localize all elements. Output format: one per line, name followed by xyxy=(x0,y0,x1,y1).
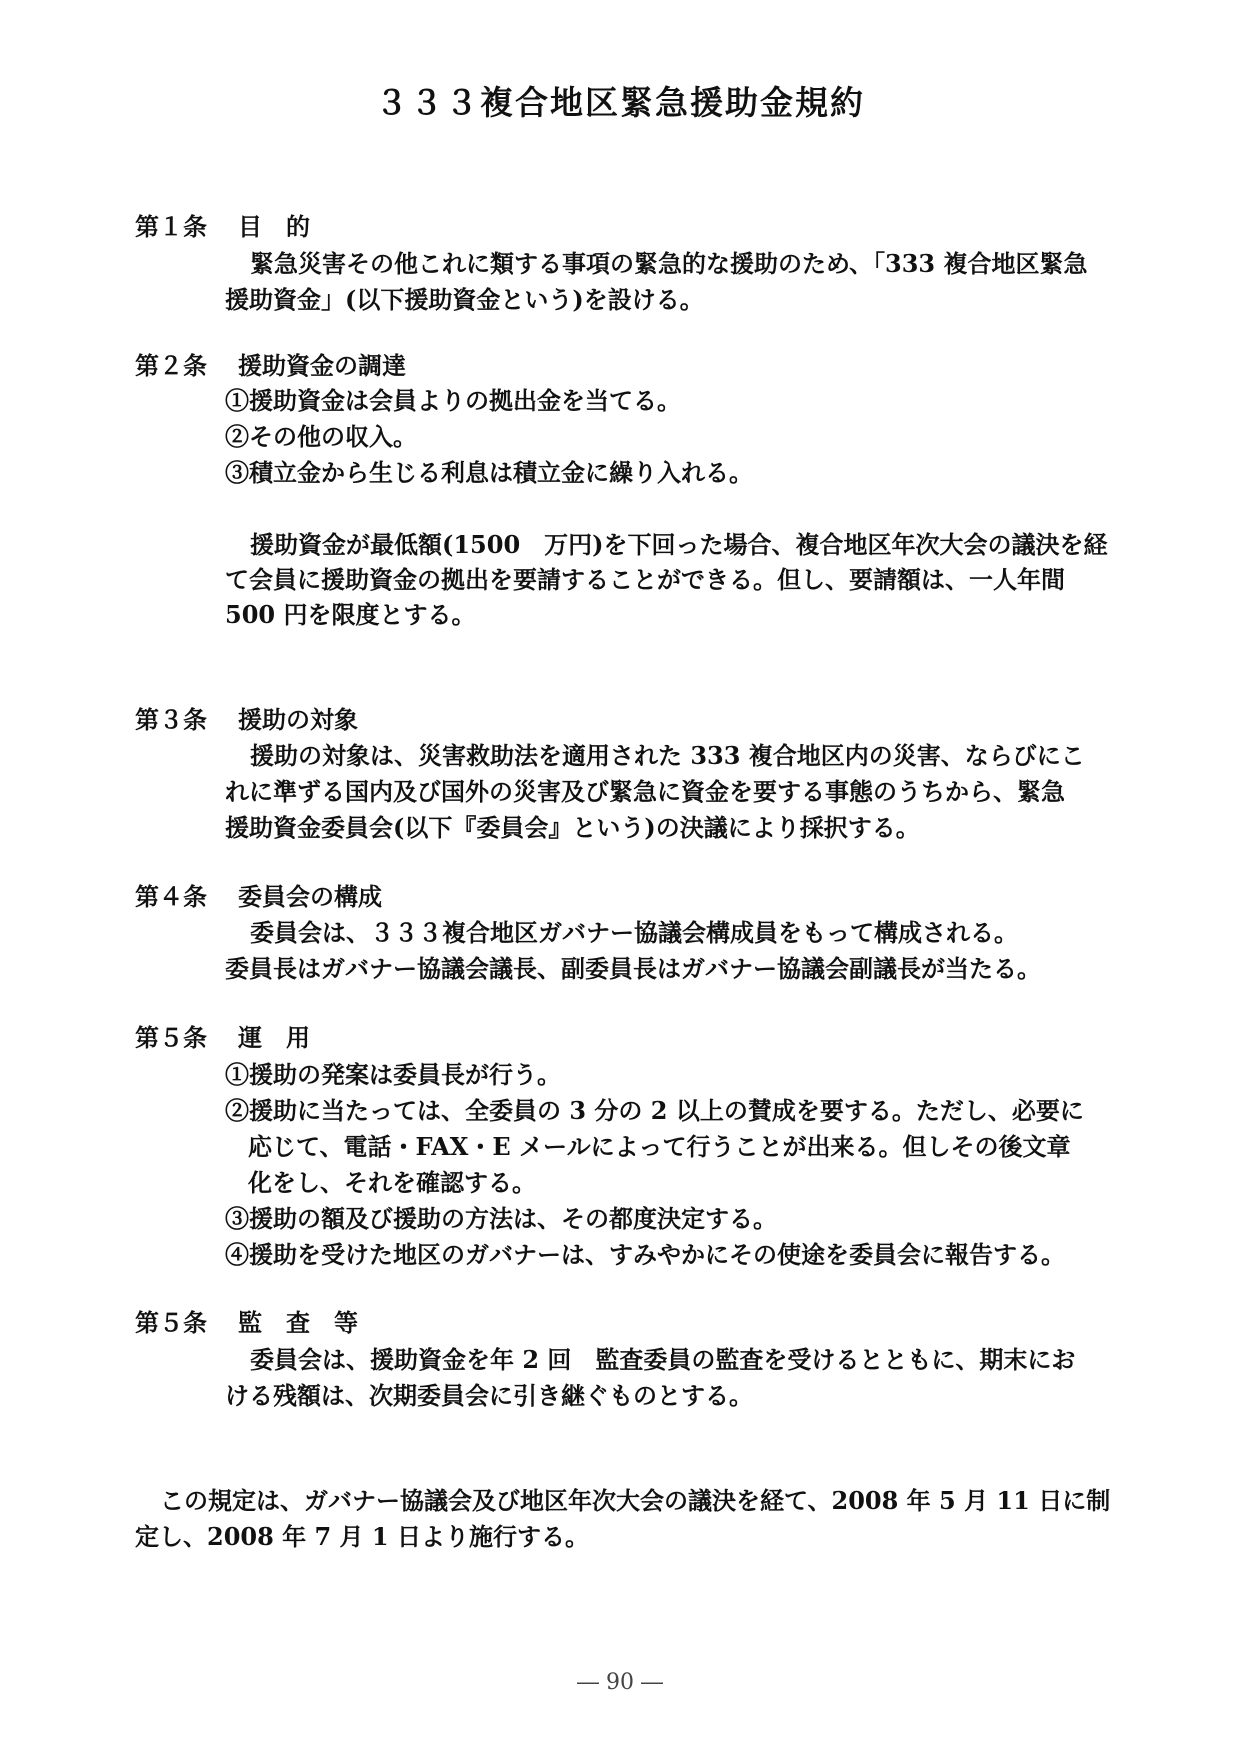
article-3-line-1: 援助の対象は、災害救助法を適用された 333 複合地区内の災害、ならびにこ xyxy=(250,741,1085,770)
article-4-line-1: 委員会は、３３３複合地区ガバナー協議会構成員をもって構成される。 xyxy=(250,918,1018,947)
article-title: 目 的 xyxy=(238,212,310,241)
article-5-item-2-cont-2: 化をし、それを確認する。 xyxy=(248,1168,536,1197)
article-2-para-line-1: 援助資金が最低額(1500 万円)を下回った場合、複合地区年次大会の議決を経 xyxy=(250,530,1108,559)
article-number: 第３条 xyxy=(135,705,207,734)
article-number: 第５条 xyxy=(135,1023,207,1052)
article-title: 運 用 xyxy=(238,1023,310,1052)
article-5-item-2: ②援助に当たっては、全委員の 3 分の 2 以上の賛成を要する。ただし、必要に xyxy=(225,1096,1084,1125)
article-2-para-line-2: て会員に援助資金の拠出を要請することができる。但し、要請額は、一人年間 xyxy=(225,565,1065,594)
article-4-line-2: 委員長はガバナー協議会議長、副委員長はガバナー協議会副議長が当たる。 xyxy=(225,954,1041,983)
article-audit-heading xyxy=(135,1306,358,1340)
article-1-line-1: 緊急災害その他これに類する事項の緊急的な援助のため、「333 複合地区緊急 xyxy=(250,249,1088,278)
closing-line-1: この規定は、ガバナー協議会及び地区年次大会の議決を経て、2008 年 5 月 11 日に制 xyxy=(160,1486,1111,1515)
article-2-heading xyxy=(135,349,406,383)
closing-line-2: 定し、2008 年 7 月 1 日より施行する。 xyxy=(135,1522,589,1551)
article-number: 第５条 xyxy=(135,1308,207,1337)
article-2-item-3: ③積立金から生じる利息は積立金に繰り入れる。 xyxy=(225,458,753,487)
article-5-item-1: ①援助の発案は委員長が行う。 xyxy=(225,1060,561,1089)
article-5-item-4: ④援助を受けた地区のガバナーは、すみやかにその使途を委員会に報告する。 xyxy=(225,1240,1065,1269)
article-3-line-2: れに準ずる国内及び国外の災害及び緊急に資金を要する事態のうちから、緊急 xyxy=(225,777,1065,806)
article-number: 第２条 xyxy=(135,351,207,380)
article-title: 委員会の構成 xyxy=(238,882,382,911)
article-number: 第１条 xyxy=(135,212,207,241)
article-2-item-2: ②その他の収入。 xyxy=(225,422,417,451)
article-5-item-3: ③援助の額及び援助の方法は、その都度決定する。 xyxy=(225,1204,777,1233)
article-audit-line-2: ける残額は、次期委員会に引き継ぐものとする。 xyxy=(225,1381,753,1410)
article-5-heading xyxy=(135,1021,310,1055)
article-5-item-2-cont-1: 応じて、電話・FAX・E メールによって行うことが出来る。但しその後文章 xyxy=(248,1132,1071,1161)
article-1-line-2: 援助資金」(以下援助資金という)を設ける。 xyxy=(225,285,704,314)
article-3-line-3: 援助資金委員会(以下『委員会』という)の決議により採択する。 xyxy=(225,813,920,842)
article-2-para-line-3: 500 円を限度とする。 xyxy=(225,600,476,629)
article-3-heading xyxy=(135,703,358,737)
article-4-heading xyxy=(135,880,382,914)
document-title: ３３３複合地区緊急援助金規約 xyxy=(375,83,865,122)
article-1-heading xyxy=(135,210,310,244)
article-title: 監 査 等 xyxy=(238,1308,358,1337)
article-audit-line-1: 委員会は、援助資金を年 2 回 監査委員の監査を受けるとともに、期末にお xyxy=(250,1345,1076,1374)
article-title: 援助資金の調達 xyxy=(238,351,406,380)
article-2-item-1: ①援助資金は会員よりの拠出金を当てる。 xyxy=(225,386,681,415)
page-number: ― 90 ― xyxy=(577,1670,663,1695)
article-title: 援助の対象 xyxy=(238,705,358,734)
article-number: 第４条 xyxy=(135,882,207,911)
